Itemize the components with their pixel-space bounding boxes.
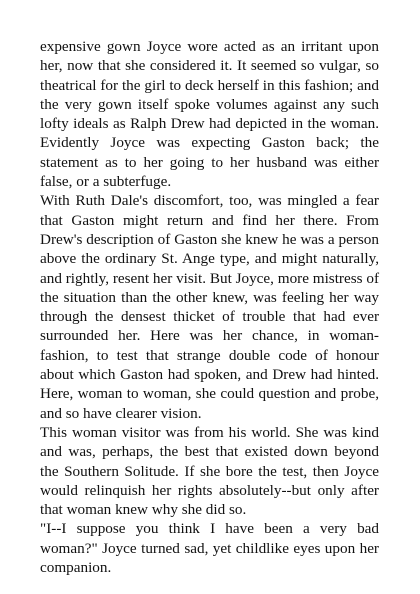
paragraph-4: "I--I suppose you think I have been a very bad woman?" Joyce turned sad, yet childlike eyes upon her companion. [40, 520, 379, 577]
paragraph-3: This woman visitor was from his world. She was kind and was, perhaps, the best that existed down beyond the Southern Solitude. If she bore the test, then Joyce would relinquish her rights absolutely--but only after that woman knew why she did so. [40, 423, 379, 519]
paragraph-1: expensive gown Joyce wore acted as an irritant upon her, now that she considered it. It seemed so vulgar, so theatrical for the girl to deck herself in this fashion; and the very gown itself spoke volumes against any such lofty ideals as Ralph Drew had depicted in the woman. Evidently Joyce was expecting Gaston back; the statement as to her going to her husband was either false, or a subterfuge. [40, 38, 379, 191]
paragraph-2: With Ruth Dale's discomfort, too, was mingled a fear that Gaston might return and find her there. From Drew's description of Gaston she knew he was a person above the ordinary St. Ange type, and might naturally, and rightly, resent her visit. But Joyce, more mistress of the situation than the other knew, was feeling her way through the densest thicket of trouble that had ever surrounded her. Here was her chance, in woman-fashion, to test that strange double code of honour about which Gaston had spoken, and Drew had hinted. Here, woman to woman, she could question and probe, and so have clearer vision. [40, 192, 379, 422]
body-text [40, 37, 379, 577]
